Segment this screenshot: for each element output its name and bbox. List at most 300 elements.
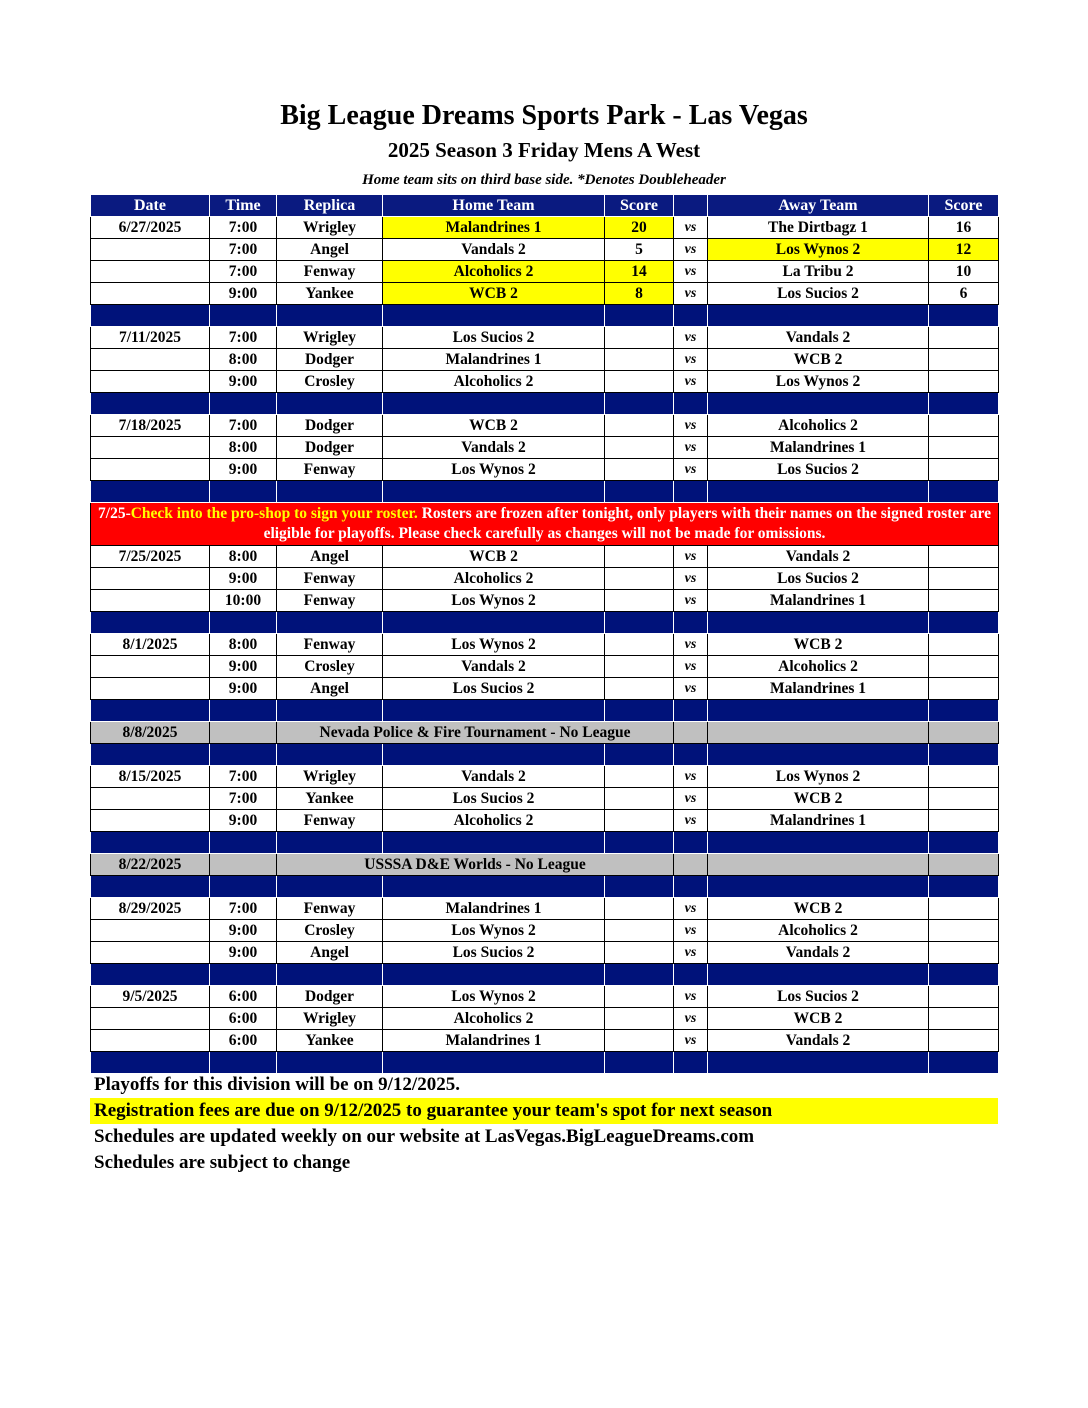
separator-cell (277, 393, 383, 415)
no-league-row (91, 854, 999, 876)
home-team-cell: Los Wynos 2 (383, 634, 605, 656)
separator-cell (277, 1052, 383, 1074)
away-team-cell: WCB 2 (708, 1008, 929, 1030)
home-team-cell: Alcoholics 2 (383, 1008, 605, 1030)
away-score-cell (929, 766, 999, 788)
time-cell: 7:00 (210, 788, 277, 810)
home-score-cell (605, 568, 674, 590)
date-cell (91, 261, 210, 283)
away-team-cell: Vandals 2 (708, 1030, 929, 1052)
field-cell: Angel (277, 546, 383, 568)
vs-cell: vs (674, 1008, 708, 1030)
date-cell: 6/27/2025 (91, 217, 210, 239)
away-team-cell: Los Wynos 2 (708, 239, 929, 261)
separator-cell (383, 1052, 605, 1074)
game-row (91, 217, 999, 239)
home-team-note: Home team sits on third base side. *Denotes Doubleheader (362, 172, 726, 188)
date-cell (91, 788, 210, 810)
time-cell (210, 722, 277, 744)
notice-date: 7/25- (98, 505, 131, 522)
vs-cell: vs (674, 546, 708, 568)
vs-cell (674, 854, 708, 876)
vs-cell: vs (674, 810, 708, 832)
vs-cell: vs (674, 678, 708, 700)
date-cell (91, 283, 210, 305)
time-cell: 9:00 (210, 942, 277, 964)
separator-cell (210, 964, 277, 986)
home-team-cell: Vandals 2 (383, 437, 605, 459)
time-cell: 7:00 (210, 217, 277, 239)
vs-cell: vs (674, 1030, 708, 1052)
vs-cell: vs (674, 261, 708, 283)
game-row (91, 788, 999, 810)
home-team-cell: Malandrines 1 (383, 898, 605, 920)
time-cell: 8:00 (210, 349, 277, 371)
separator-cell (91, 481, 210, 503)
vs-cell: vs (674, 437, 708, 459)
time-cell: 9:00 (210, 371, 277, 393)
home-team-cell: Alcoholics 2 (383, 261, 605, 283)
date-cell (91, 568, 210, 590)
field-cell: Wrigley (277, 327, 383, 349)
vs-cell: vs (674, 371, 708, 393)
field-cell: Angel (277, 239, 383, 261)
date-cell (91, 810, 210, 832)
away-score-cell (929, 656, 999, 678)
separator-cell (605, 393, 674, 415)
vs-cell: vs (674, 788, 708, 810)
vs-cell (674, 722, 708, 744)
home-score-cell (605, 1030, 674, 1052)
home-team-cell: Vandals 2 (383, 239, 605, 261)
away-score-cell (929, 1008, 999, 1030)
separator-cell (674, 744, 708, 766)
game-row (91, 898, 999, 920)
home-team-cell: Los Sucios 2 (383, 327, 605, 349)
vs-cell: vs (674, 986, 708, 1008)
separator-cell (383, 700, 605, 722)
home-team-cell: Los Wynos 2 (383, 590, 605, 612)
date-cell: 8/22/2025 (91, 854, 210, 876)
date-cell: 8/29/2025 (91, 898, 210, 920)
date-cell (91, 349, 210, 371)
away-score-cell (929, 722, 999, 744)
time-cell: 7:00 (210, 261, 277, 283)
home-team-cell: Los Sucios 2 (383, 942, 605, 964)
separator-cell (383, 481, 605, 503)
away-team-cell: Los Sucios 2 (708, 459, 929, 481)
home-team-cell: Alcoholics 2 (383, 371, 605, 393)
date-cell: 8/8/2025 (91, 722, 210, 744)
field-cell: Fenway (277, 898, 383, 920)
time-cell: 8:00 (210, 634, 277, 656)
notice-highlight: Check into the pro-shop to sign your roster. (130, 505, 418, 522)
separator-cell (605, 481, 674, 503)
game-row (91, 437, 999, 459)
separator-cell (91, 305, 210, 327)
home-score-cell (605, 327, 674, 349)
separator-cell (929, 964, 999, 986)
vs-cell: vs (674, 568, 708, 590)
game-row (91, 239, 999, 261)
away-team-cell: Los Sucios 2 (708, 283, 929, 305)
game-row (91, 283, 999, 305)
time-cell: 9:00 (210, 810, 277, 832)
home-team-cell: Alcoholics 2 (383, 568, 605, 590)
away-team-cell: Los Sucios 2 (708, 568, 929, 590)
separator-cell (210, 481, 277, 503)
separator-cell (91, 832, 210, 854)
date-cell (91, 1030, 210, 1052)
away-team-cell: The Dirtbagz 1 (708, 217, 929, 239)
event-text: USSSA D&E Worlds - No League (277, 854, 674, 876)
away-score-cell (929, 546, 999, 568)
col-home-score-header: Score (605, 195, 674, 217)
page-subtitle: 2025 Season 3 Friday Mens A West (387, 138, 701, 162)
away-team-cell: Malandrines 1 (708, 437, 929, 459)
vs-cell: vs (674, 942, 708, 964)
home-score-cell (605, 459, 674, 481)
separator-cell (929, 832, 999, 854)
separator-cell (708, 1052, 929, 1074)
separator-row (91, 481, 999, 503)
home-score-cell (605, 920, 674, 942)
home-score-cell: 20 (605, 217, 674, 239)
separator-cell (605, 612, 674, 634)
away-team-cell: Los Wynos 2 (708, 766, 929, 788)
separator-cell (383, 612, 605, 634)
home-team-cell: Los Wynos 2 (383, 920, 605, 942)
away-team-cell: Alcoholics 2 (708, 415, 929, 437)
change-note: Schedules are subject to change (94, 1152, 351, 1173)
date-cell: 7/18/2025 (91, 415, 210, 437)
separator-cell (674, 876, 708, 898)
separator-cell (929, 1052, 999, 1074)
game-row (91, 261, 999, 283)
away-score-cell (929, 1030, 999, 1052)
time-cell: 6:00 (210, 986, 277, 1008)
separator-row (91, 876, 999, 898)
away-team-cell: Alcoholics 2 (708, 920, 929, 942)
game-row (91, 986, 999, 1008)
game-row (91, 766, 999, 788)
separator-row (91, 744, 999, 766)
home-score-cell (605, 1008, 674, 1030)
separator-cell (210, 700, 277, 722)
field-cell: Yankee (277, 1030, 383, 1052)
field-cell: Dodger (277, 349, 383, 371)
time-cell: 7:00 (210, 898, 277, 920)
separator-cell (210, 305, 277, 327)
game-row (91, 1008, 999, 1030)
home-team-cell: Malandrines 1 (383, 217, 605, 239)
separator-cell (91, 612, 210, 634)
game-row (91, 920, 999, 942)
away-team-cell: Malandrines 1 (708, 678, 929, 700)
separator-cell (605, 744, 674, 766)
col-date-header: Date (91, 195, 210, 217)
separator-row (91, 305, 999, 327)
separator-cell (674, 481, 708, 503)
separator-cell (674, 700, 708, 722)
away-team-cell: Alcoholics 2 (708, 656, 929, 678)
vs-cell: vs (674, 415, 708, 437)
time-cell: 7:00 (210, 766, 277, 788)
field-cell: Fenway (277, 810, 383, 832)
game-row (91, 371, 999, 393)
away-score-cell: 16 (929, 217, 999, 239)
away-score-cell: 12 (929, 239, 999, 261)
field-cell: Fenway (277, 261, 383, 283)
separator-cell (210, 612, 277, 634)
home-score-cell (605, 656, 674, 678)
separator-cell (605, 832, 674, 854)
separator-cell (277, 305, 383, 327)
field-cell: Fenway (277, 459, 383, 481)
game-row (91, 678, 999, 700)
col-replica-header: Replica (277, 195, 383, 217)
field-cell: Fenway (277, 634, 383, 656)
vs-cell: vs (674, 634, 708, 656)
home-team-cell: Alcoholics 2 (383, 810, 605, 832)
separator-row (91, 1052, 999, 1074)
game-row (91, 942, 999, 964)
vs-cell: vs (674, 898, 708, 920)
away-score-cell (929, 437, 999, 459)
vs-cell: vs (674, 459, 708, 481)
separator-cell (210, 1052, 277, 1074)
date-cell (91, 678, 210, 700)
field-cell: Crosley (277, 656, 383, 678)
separator-cell (210, 876, 277, 898)
home-team-cell: Malandrines 1 (383, 349, 605, 371)
away-team-cell (708, 722, 929, 744)
game-row (91, 415, 999, 437)
vs-cell: vs (674, 656, 708, 678)
away-team-cell: Vandals 2 (708, 546, 929, 568)
separator-cell (929, 305, 999, 327)
away-score-cell (929, 634, 999, 656)
game-row (91, 1030, 999, 1052)
date-cell (91, 942, 210, 964)
home-team-cell: WCB 2 (383, 415, 605, 437)
separator-cell (708, 876, 929, 898)
home-team-cell: Malandrines 1 (383, 1030, 605, 1052)
date-cell: 8/1/2025 (91, 634, 210, 656)
separator-cell (91, 700, 210, 722)
date-cell (91, 459, 210, 481)
home-score-cell (605, 942, 674, 964)
vs-cell: vs (674, 920, 708, 942)
separator-cell (708, 393, 929, 415)
away-team-cell: Los Sucios 2 (708, 986, 929, 1008)
away-score-cell (929, 327, 999, 349)
separator-cell (929, 700, 999, 722)
date-cell: 7/25/2025 (91, 546, 210, 568)
separator-cell (708, 305, 929, 327)
vs-cell: vs (674, 349, 708, 371)
game-row (91, 546, 999, 568)
separator-row (91, 700, 999, 722)
separator-cell (929, 876, 999, 898)
event-text: Nevada Police & Fire Tournament - No League (277, 722, 674, 744)
separator-cell (708, 612, 929, 634)
page-title: Big League Dreams Sports Park - Las Vegas (280, 100, 808, 131)
field-cell: Wrigley (277, 217, 383, 239)
time-cell: 10:00 (210, 590, 277, 612)
field-cell: Crosley (277, 371, 383, 393)
no-league-row (91, 722, 999, 744)
home-score-cell: 14 (605, 261, 674, 283)
separator-cell (929, 612, 999, 634)
date-cell (91, 371, 210, 393)
separator-cell (277, 481, 383, 503)
time-cell: 9:00 (210, 459, 277, 481)
separator-cell (383, 964, 605, 986)
time-cell: 9:00 (210, 568, 277, 590)
away-team-cell: Los Wynos 2 (708, 371, 929, 393)
separator-cell (383, 832, 605, 854)
field-cell: Wrigley (277, 1008, 383, 1030)
away-score-cell (929, 854, 999, 876)
home-score-cell (605, 788, 674, 810)
header-row (91, 195, 999, 217)
col-away-team-header: Away Team (708, 195, 929, 217)
registration-note: Registration fees are due on 9/12/2025 to guarantee your team's spot for next season (90, 1098, 998, 1124)
col-time-header: Time (210, 195, 277, 217)
roster-notice-row (91, 503, 999, 546)
time-cell: 6:00 (210, 1008, 277, 1030)
time-cell: 9:00 (210, 283, 277, 305)
date-cell (91, 920, 210, 942)
away-score-cell (929, 349, 999, 371)
time-cell: 7:00 (210, 327, 277, 349)
home-score-cell (605, 437, 674, 459)
separator-cell (605, 1052, 674, 1074)
vs-cell: vs (674, 327, 708, 349)
home-score-cell (605, 415, 674, 437)
col-home-team-header: Home Team (383, 195, 605, 217)
separator-cell (210, 832, 277, 854)
game-row (91, 656, 999, 678)
separator-cell (383, 305, 605, 327)
separator-cell (605, 305, 674, 327)
away-team-cell: Vandals 2 (708, 327, 929, 349)
away-score-cell: 6 (929, 283, 999, 305)
separator-cell (708, 481, 929, 503)
home-score-cell (605, 546, 674, 568)
playoffs-note: Playoffs for this division will be on 9/12/2025. (94, 1074, 460, 1095)
vs-cell: vs (674, 239, 708, 261)
date-cell: 7/11/2025 (91, 327, 210, 349)
col-away-score-header: Score (929, 195, 999, 217)
separator-cell (277, 964, 383, 986)
away-score-cell (929, 415, 999, 437)
separator-cell (383, 744, 605, 766)
time-cell: 8:00 (210, 546, 277, 568)
away-score-cell (929, 942, 999, 964)
separator-cell (708, 700, 929, 722)
home-team-cell: Vandals 2 (383, 656, 605, 678)
away-team-cell: Vandals 2 (708, 942, 929, 964)
date-cell (91, 437, 210, 459)
date-cell (91, 590, 210, 612)
home-score-cell (605, 810, 674, 832)
home-score-cell (605, 898, 674, 920)
schedule-table (90, 194, 999, 1074)
separator-cell (91, 876, 210, 898)
game-row (91, 349, 999, 371)
home-score-cell (605, 371, 674, 393)
separator-cell (277, 832, 383, 854)
separator-cell (674, 1052, 708, 1074)
time-cell: 8:00 (210, 437, 277, 459)
time-cell: 7:00 (210, 415, 277, 437)
field-cell: Yankee (277, 788, 383, 810)
game-row (91, 459, 999, 481)
separator-cell (674, 612, 708, 634)
game-row (91, 327, 999, 349)
separator-row (91, 832, 999, 854)
away-score-cell (929, 459, 999, 481)
col-vs-header (674, 195, 708, 217)
website-note: Schedules are updated weekly on our website at LasVegas.BigLeagueDreams.com (94, 1126, 755, 1147)
away-score-cell (929, 678, 999, 700)
field-cell: Fenway (277, 568, 383, 590)
date-cell (91, 239, 210, 261)
vs-cell: vs (674, 217, 708, 239)
away-score-cell (929, 810, 999, 832)
away-score-cell (929, 371, 999, 393)
time-cell: 9:00 (210, 678, 277, 700)
separator-cell (605, 964, 674, 986)
field-cell: Angel (277, 942, 383, 964)
home-score-cell: 8 (605, 283, 674, 305)
home-team-cell: Los Sucios 2 (383, 678, 605, 700)
separator-cell (210, 393, 277, 415)
home-score-cell (605, 634, 674, 656)
separator-row (91, 393, 999, 415)
vs-cell: vs (674, 766, 708, 788)
separator-cell (210, 744, 277, 766)
away-team-cell: WCB 2 (708, 898, 929, 920)
time-cell: 9:00 (210, 656, 277, 678)
field-cell: Wrigley (277, 766, 383, 788)
separator-cell (708, 744, 929, 766)
away-score-cell (929, 590, 999, 612)
home-score-cell (605, 766, 674, 788)
home-score-cell (605, 986, 674, 1008)
field-cell: Dodger (277, 415, 383, 437)
field-cell: Yankee (277, 283, 383, 305)
home-score-cell (605, 349, 674, 371)
away-score-cell: 10 (929, 261, 999, 283)
date-cell (91, 1008, 210, 1030)
separator-cell (383, 876, 605, 898)
home-team-cell: Los Sucios 2 (383, 788, 605, 810)
away-score-cell (929, 788, 999, 810)
away-score-cell (929, 568, 999, 590)
home-team-cell: WCB 2 (383, 546, 605, 568)
separator-cell (929, 744, 999, 766)
roster-notice (91, 503, 999, 546)
game-row (91, 568, 999, 590)
vs-cell: vs (674, 590, 708, 612)
separator-cell (674, 305, 708, 327)
away-team-cell: WCB 2 (708, 788, 929, 810)
away-team-cell: WCB 2 (708, 349, 929, 371)
date-cell (91, 656, 210, 678)
